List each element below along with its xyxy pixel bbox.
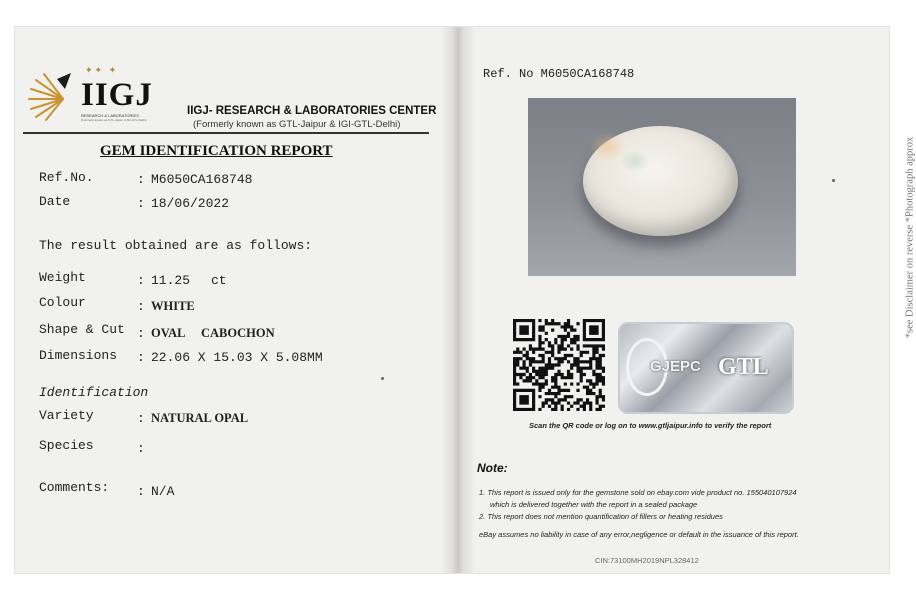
right-ref xyxy=(483,67,634,81)
hologram-gjepc-text: GJEPC xyxy=(650,358,701,375)
weight-unit: ct xyxy=(211,273,227,288)
weight-value: 11.25 xyxy=(151,273,191,288)
note-item-2: 2. This report does not mention quantification of fillers or heating residues xyxy=(479,512,723,521)
gemstone-photo xyxy=(528,98,796,276)
scan-instructions: Scan the QR code or log on to www.gtljaipur.info to verify the report xyxy=(529,421,772,430)
colour-value: WHITE xyxy=(151,299,195,313)
hologram-gtl-text: GTL xyxy=(718,354,769,380)
comments-label: Comments: xyxy=(39,480,110,495)
dimensions-label: Dimensions xyxy=(39,348,118,363)
weight-colon: : xyxy=(137,273,145,288)
ebay-liability-note: eBay assumes no liability in case of any error,negligence or default in the issuance of this report. xyxy=(479,530,799,539)
logo-stars: ✦✦ ✦ xyxy=(85,65,119,75)
result-intro: The result obtained are as follows: xyxy=(39,238,313,253)
dimensions-colon: : xyxy=(137,350,145,365)
weight-label: Weight xyxy=(39,270,86,285)
colour-colon: : xyxy=(137,299,145,314)
date-value: 18/06/2022 xyxy=(151,196,230,211)
right-ref-value: M6050CA168748 xyxy=(540,67,635,81)
variety-value: NATURAL OPAL xyxy=(151,411,249,425)
right-ref-label: Ref. No xyxy=(483,67,534,81)
gemstone-play-of-colour xyxy=(620,150,650,172)
dimensions-value: 22.06 X 15.03 X 5.08MM xyxy=(151,350,323,365)
shape-value: OVAL xyxy=(151,326,186,340)
photo-disclaimer: *see Disclaimer on reverse *Photograph approx xyxy=(904,136,916,339)
hologram-seal-icon xyxy=(618,322,794,414)
shape-label: Shape & Cut xyxy=(39,322,125,337)
qr-code-icon[interactable] xyxy=(513,319,605,411)
paper-speck xyxy=(832,179,835,182)
lab-name: IIGJ- RESEARCH & LABORATORIES CENTER xyxy=(187,105,437,117)
ref-value: M6050CA168748 xyxy=(151,172,253,187)
comments-value: N/A xyxy=(151,484,175,499)
header-divider xyxy=(23,132,429,134)
variety-label: Variety xyxy=(39,408,94,423)
ref-colon: : xyxy=(137,172,145,187)
logo-tagline: (Formerly known as GTL-Jaipur & IGI-GTL-Delhi) xyxy=(81,118,147,122)
note-item-1-continued: which is delivered together with the report in a sealed package xyxy=(490,500,698,509)
logo-wordmark: IIGJ xyxy=(81,77,153,113)
ref-label: Ref.No. xyxy=(39,170,94,185)
cut-value: CABOCHON xyxy=(201,326,275,340)
page-fold xyxy=(441,27,475,573)
report-title: GEM IDENTIFICATION REPORT xyxy=(100,143,333,159)
species-colon: : xyxy=(137,441,145,456)
note-item-1: 1. This report is issued only for the gemstone sold on ebay.com vide product no. 155040107924 xyxy=(479,488,797,497)
note-heading: Note: xyxy=(477,461,508,475)
logo-subtext: RESEARCH & LABORATORIES xyxy=(81,113,139,118)
comments-colon: : xyxy=(137,484,145,499)
identification-heading: Identification xyxy=(39,385,149,400)
paper-speck xyxy=(381,377,384,380)
variety-colon: : xyxy=(137,411,145,426)
species-label: Species xyxy=(39,438,94,453)
date-label: Date xyxy=(39,194,71,209)
date-colon: : xyxy=(137,196,145,211)
lab-formerly: (Formerly known as GTL-Jaipur & IGI-GTL-Delhi) xyxy=(193,119,401,130)
shape-colon: : xyxy=(137,326,145,341)
sunburst-logo-icon xyxy=(23,69,75,121)
colour-label: Colour xyxy=(39,295,86,310)
report-card xyxy=(14,26,916,574)
cin-number: CIN:73100MH2019NPL328412 xyxy=(595,556,699,565)
